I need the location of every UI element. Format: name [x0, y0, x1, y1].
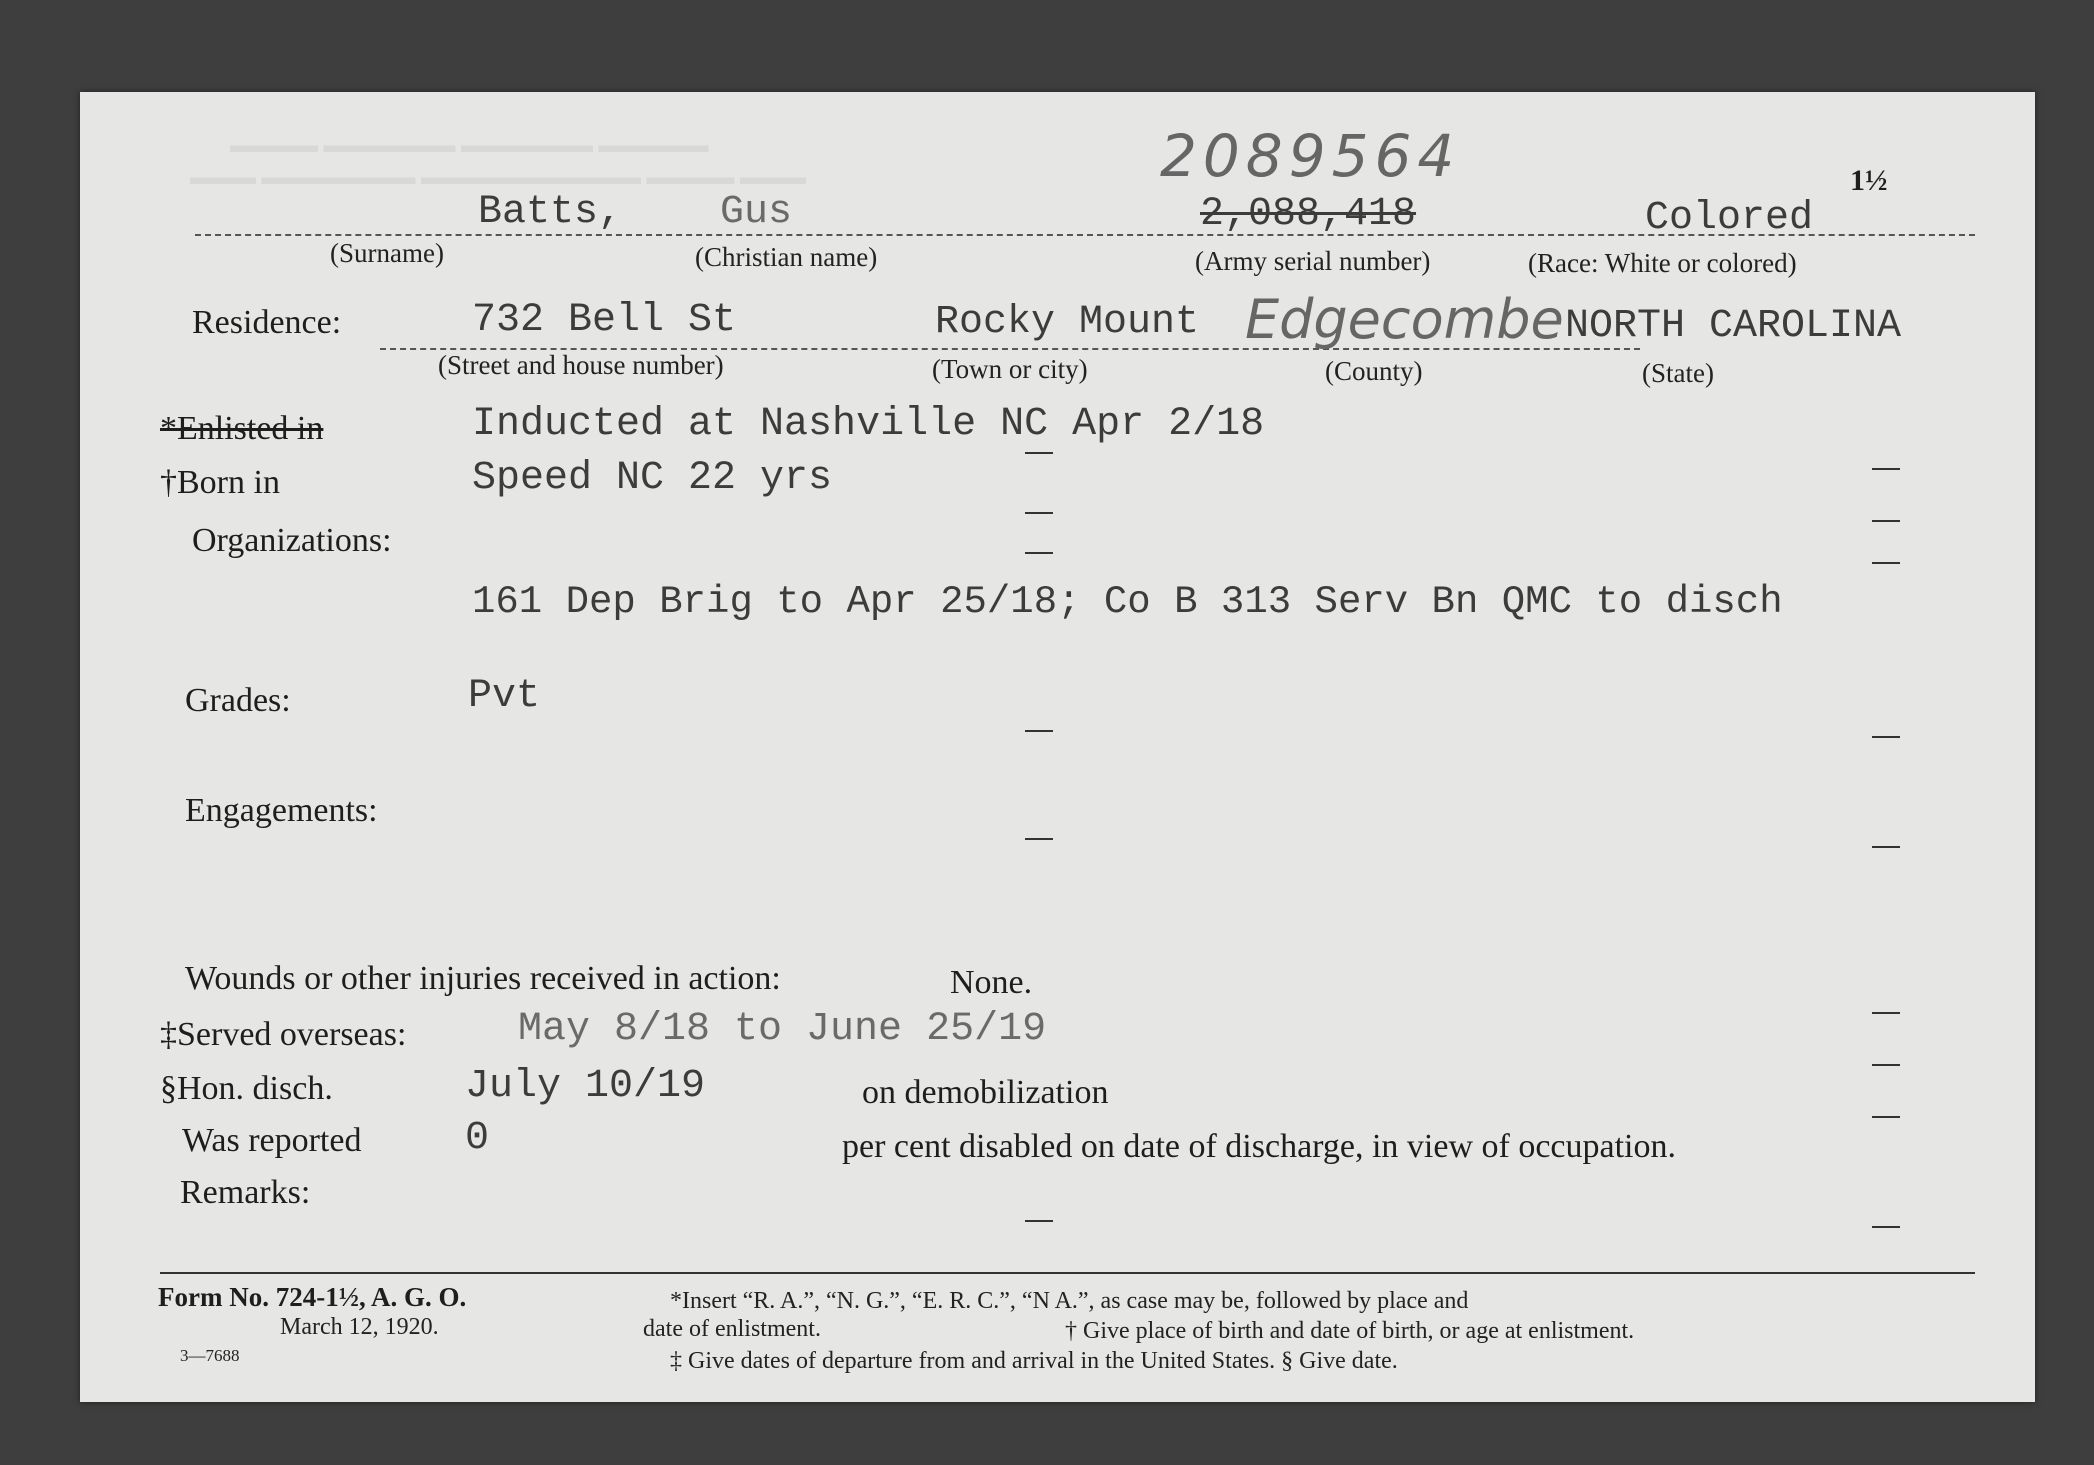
field-tick	[1025, 1220, 1053, 1222]
hon-disch-suffix: on demobilization	[862, 1074, 1109, 1111]
enlisted-value: Inducted at Nashville NC Apr 2/18	[472, 402, 1265, 447]
fraction-mark: 1½	[1850, 164, 1888, 197]
bleed-through-text: ▬▬▬ ▬▬▬▬▬▬▬ ▬▬▬▬▬▬▬▬▬▬ ▬▬▬▬ ▬▬▬	[190, 164, 806, 189]
field-tick	[1872, 736, 1900, 738]
born-label: †Born in	[160, 464, 280, 501]
field-tick	[1872, 1064, 1900, 1066]
served-overseas-value: May 8/18 to June 25/19	[518, 1007, 1047, 1052]
footnote-dates: ‡ Give dates of departure from and arrival in the United States. § Give date.	[670, 1348, 1398, 1374]
town-value: Rocky Mount	[935, 300, 1200, 345]
was-reported-value: 0	[465, 1116, 490, 1161]
wounds-value: None.	[950, 964, 1033, 1001]
county-value: Edgecombe	[1245, 288, 1564, 351]
field-tick	[1025, 452, 1053, 454]
race-value: Colored	[1645, 196, 1814, 241]
christian-name-value: Gus	[720, 190, 793, 235]
surname-value: Batts,	[478, 190, 623, 235]
organizations-label: Organizations:	[192, 522, 392, 559]
remarks-label: Remarks:	[180, 1174, 311, 1211]
engagements-label: Engagements:	[185, 792, 378, 829]
field-tick	[1872, 1226, 1900, 1228]
field-tick	[1872, 468, 1900, 470]
hon-disch-value: July 10/19	[465, 1064, 706, 1109]
serial-number-value: 2,088,418	[1200, 192, 1417, 237]
grades-value: Pvt	[468, 674, 541, 719]
form-number: Form No. 724-1½, A. G. O.	[158, 1282, 467, 1312]
handwritten-serial-number: 2089564	[1160, 122, 1461, 190]
footnote-insert-cont: date of enlistment.	[643, 1316, 821, 1342]
christian-name-caption: (Christian name)	[695, 242, 878, 272]
state-value: NORTH CAROLINA	[1565, 304, 1902, 349]
field-tick	[1872, 1012, 1900, 1014]
field-tick	[1025, 838, 1053, 840]
field-tick	[1872, 846, 1900, 848]
footnote-insert: *Insert “R. A.”, “N. G.”, “E. R. C.”, “N A.”, as case may be, followed by place and	[670, 1288, 1469, 1314]
surname-caption: (Surname)	[330, 238, 444, 268]
serial-caption: (Army serial number)	[1195, 246, 1431, 276]
organizations-value: 161 Dep Brig to Apr 25/18; Co B 313 Serv Bn QMC to disch	[472, 580, 1783, 624]
record-card	[80, 92, 2035, 1402]
street-value: 732 Bell St	[472, 298, 737, 343]
town-caption: (Town or city)	[932, 354, 1088, 384]
field-tick	[1872, 562, 1900, 564]
enlisted-label: *Enlisted in	[160, 410, 324, 447]
field-tick	[1872, 520, 1900, 522]
bleed-through-text: ▬▬▬▬ ▬▬▬▬▬▬ ▬▬▬▬▬▬ ▬▬▬▬▬	[230, 132, 709, 157]
field-tick	[1872, 1116, 1900, 1118]
form-code: 3—7688	[180, 1346, 240, 1365]
county-caption: (County)	[1325, 356, 1423, 386]
was-reported-suffix: per cent disabled on date of discharge, in view of occupation.	[842, 1128, 1676, 1165]
born-value: Speed NC 22 yrs	[472, 456, 833, 501]
field-tick	[1025, 552, 1053, 554]
grades-label: Grades:	[185, 682, 291, 719]
footer-rule	[160, 1272, 1975, 1274]
field-tick	[1025, 730, 1053, 732]
street-caption: (Street and house number)	[438, 350, 724, 380]
wounds-label: Wounds or other injuries received in action:	[185, 960, 781, 997]
form-date: March 12, 1920.	[280, 1314, 439, 1340]
field-tick	[1025, 512, 1053, 514]
race-caption: (Race: White or colored)	[1528, 248, 1797, 278]
footnote-birth: † Give place of birth and date of birth, or age at enlistment.	[1065, 1318, 1635, 1344]
hon-disch-label: §Hon. disch.	[160, 1070, 333, 1107]
served-overseas-label: ‡Served overseas:	[160, 1016, 407, 1053]
residence-label: Residence:	[192, 304, 342, 341]
was-reported-label: Was reported	[182, 1122, 362, 1159]
state-caption: (State)	[1642, 358, 1714, 388]
